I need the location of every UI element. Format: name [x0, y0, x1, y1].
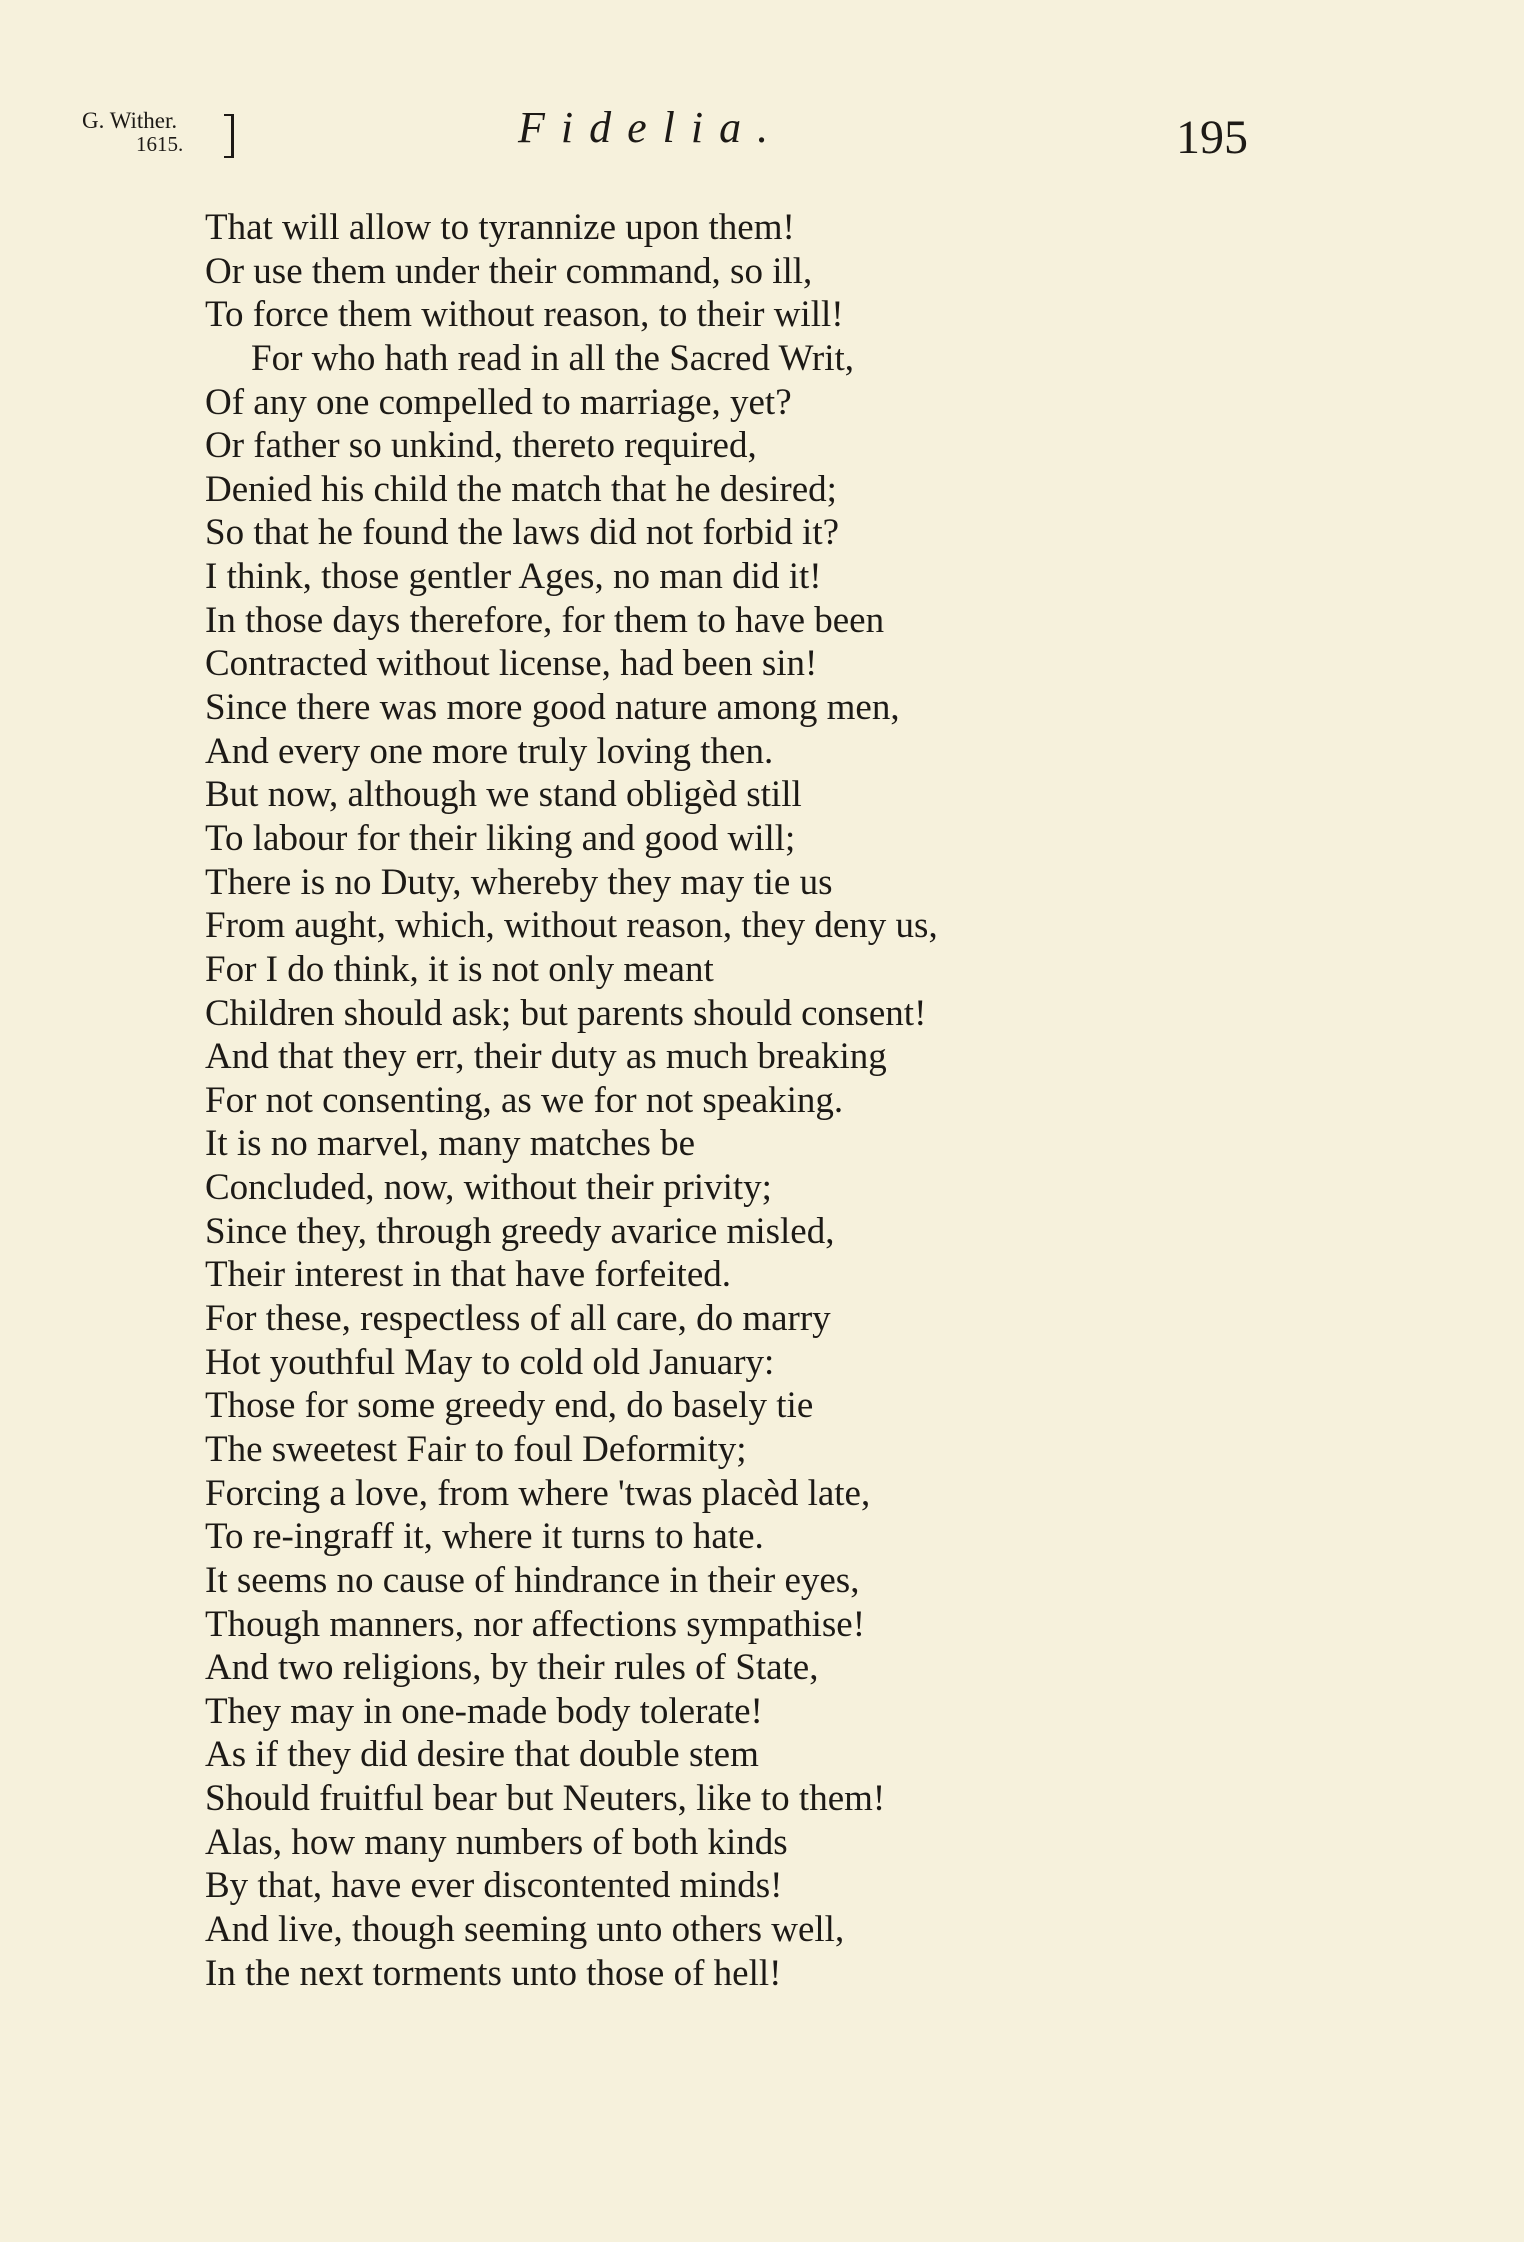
poem-line: For not consenting, as we for not speaking.: [205, 1079, 844, 1121]
poem-text: [205, 206, 1315, 1995]
poem-line: For these, respectless of all care, do marry: [205, 1298, 831, 1340]
author-attribution: [82, 108, 242, 168]
poem-line: Should fruitful bear but Neuters, like to them!: [205, 1778, 886, 1820]
poem-line: To labour for their liking and good will;: [205, 817, 796, 859]
poem-line: As if they did desire that double stem: [205, 1734, 759, 1776]
poem-line: The sweetest Fair to foul Deformity;: [205, 1428, 747, 1470]
page-number: 195: [1176, 111, 1248, 164]
poem-line: But now, although we stand obligèd still: [205, 774, 802, 816]
poem-line: Of any one compelled to marriage, yet?: [205, 381, 792, 423]
poem-line: For who hath read in all the Sacred Writ,: [251, 337, 855, 379]
poem-line: That will allow to tyrannize upon them!: [205, 207, 795, 248]
poem-line: Forcing a love, from where 'twas placèd late,: [205, 1472, 871, 1514]
poem-line: Since they, through greedy avarice misled,: [205, 1210, 835, 1252]
author-name: G. Wither.: [82, 108, 178, 133]
poem-line: Though manners, nor affections sympathise!: [205, 1603, 866, 1645]
poem-line: Alas, how many numbers of both kinds: [205, 1821, 788, 1863]
poem-line: Those for some greedy end, do basely tie: [205, 1385, 814, 1427]
poem-line: Concluded, now, without their privity;: [205, 1167, 772, 1209]
poem-line: It is no marvel, many matches be: [205, 1123, 696, 1165]
poem-line: So that he found the laws did not forbid it?: [205, 512, 840, 554]
poem-line: In the next torments unto those of hell!: [205, 1952, 782, 1994]
poem-line: Hot youthful May to cold old January:: [205, 1341, 775, 1383]
poem-line: To force them without reason, to their will!: [205, 294, 844, 336]
publication-year: 1615.: [136, 132, 184, 156]
poem-line: They may in one-made body tolerate!: [205, 1690, 763, 1732]
running-head: [0, 98, 1524, 178]
poem-line: For I do think, it is not only meant: [205, 948, 714, 990]
poem-line: Or use them under their command, so ill,: [205, 250, 813, 292]
poem-line: Denied his child the match that he desired;: [205, 468, 837, 510]
poem-line: And that they err, their duty as much breaking: [205, 1036, 887, 1078]
poem-line: Or father so unkind, thereto required,: [205, 425, 757, 467]
attribution-bracket: [224, 114, 234, 158]
poem-line: And live, though seeming unto others well,: [205, 1908, 845, 1950]
poem-line: To re-ingraff it, where it turns to hate.: [205, 1516, 764, 1558]
poem-line: Since there was more good nature among men,: [205, 687, 900, 729]
poem-line: By that, have ever discontented minds!: [205, 1865, 783, 1907]
poem-line: There is no Duty, whereby they may tie us: [205, 861, 833, 903]
poem-line: It seems no cause of hindrance in their eyes,: [205, 1559, 860, 1601]
poem-line: From aught, which, without reason, they deny us,: [205, 905, 938, 947]
poem-line: Contracted without license, had been sin!: [205, 643, 818, 685]
poem-line: Their interest in that have forfeited.: [205, 1254, 732, 1296]
running-title: Fidelia.: [518, 103, 785, 152]
poem-line: I think, those gentler Ages, no man did it!: [205, 556, 822, 598]
poem-line: And every one more truly loving then.: [205, 730, 774, 772]
poem-line: In those days therefore, for them to have been: [205, 599, 885, 641]
poem-line: Children should ask; but parents should consent!: [205, 992, 927, 1034]
poem-line: And two religions, by their rules of State,: [205, 1647, 819, 1689]
